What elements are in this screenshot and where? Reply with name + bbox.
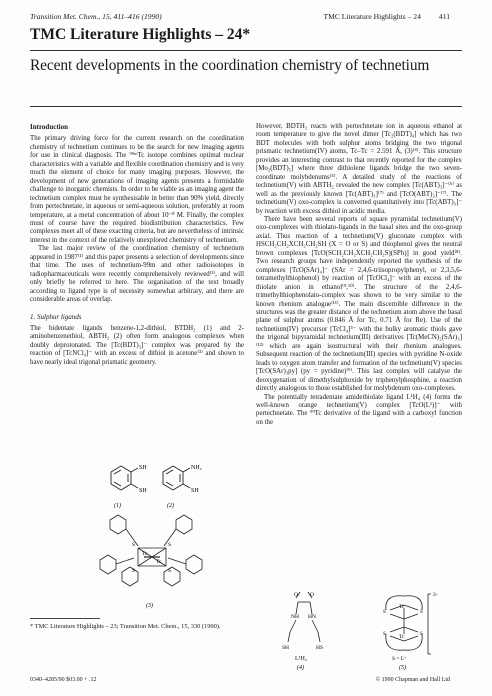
structure-2-sh: SH xyxy=(191,488,199,494)
footnote-text: * TMC Literature Highlights – 23; Transition Met. Chem., 15, 330 (1990). xyxy=(30,623,221,630)
structure-3-s3: S xyxy=(132,568,136,574)
section-1-paragraph-1: The bidentate ligands benzene-1,2-dithiol, BTDH₂ (1) and 2-aminobenzenethiol, ABTH₂ (2) often form analogous complexes when doubly deprotonated. The [Tc(BDT)₃]⁻ complex was prepared by the reaction of [TcNCl₄]⁻ with an excess of dithiol in acetone⁽³⁾ and shown to have nearly ideal trigonal prismatic geometry. xyxy=(30,324,244,366)
structure-4-o2: O xyxy=(310,592,314,598)
structure-3-tc2: Tc xyxy=(156,559,162,565)
structure-3-s1: S xyxy=(132,542,136,548)
structure-5-s4: S xyxy=(420,632,423,637)
structure-2-nh2: NH₂ xyxy=(191,465,202,471)
structure-1-label: (1) xyxy=(114,503,121,509)
structure-3 xyxy=(92,512,212,612)
structure-4-sh: SH xyxy=(282,645,290,651)
structure-3-s4: S xyxy=(168,568,172,574)
structure-5-s1: S xyxy=(383,610,386,615)
right-paragraph-1: However, BDTH₂ reacts with pertechnetate ion in aqueous ethanol at room temperature to give the novel dimer [Tc₂(BDT)₄] which has two BDT molecules with both sulphur atoms bridging the two trigonal prismatic technetium(IV) atoms, Tc–Tc = 2.591 Å, (3)⁽⁴⁾. This structure provides an interesting contrast to that recently reported for the complex [Mo₂(BDT)₅] where three dithiolene ligands bridge the two seven-coordinate molybdenums⁽⁵⁾. A detailed study of the reactions of technetium(V) with ABTH₂ revealed the new complex [Tc(ABT)₃]⁻⁽⁶⁾ as well as the previously known [Tc(ABT)₃]⁽⁷⁾ and [TcO(ABT)₂]⁻⁽⁷⁾. The technetium(V) oxo-complex is converted quantitatively into [Tc(ABT)₃]⁻ by reaction with excess dithiol in acidic media. xyxy=(256,123,462,215)
structure-5-tc1: Tc xyxy=(399,604,405,610)
subtitle-rule xyxy=(30,106,462,107)
structure-5-ligand-tag: S = L¹ xyxy=(392,656,406,662)
left-column xyxy=(30,123,244,367)
page-title: TMC Literature Highlights – 24* xyxy=(30,26,251,43)
structures-4-5 xyxy=(268,588,462,672)
structure-5 xyxy=(386,594,431,654)
structure-3-label: (3) xyxy=(146,603,153,609)
footnote xyxy=(30,618,244,631)
running-header xyxy=(323,12,450,21)
structure-1-sh-top: SH xyxy=(139,465,147,471)
title-rule xyxy=(30,50,462,51)
issn-code: 0340–4285/90 $03.00 + .12 xyxy=(30,677,97,683)
structure-3-tc1: Tc xyxy=(142,551,148,557)
structure-4-o1: O xyxy=(294,592,298,598)
structure-2-label: (2) xyxy=(167,503,174,509)
structure-3-s2: S xyxy=(168,542,172,548)
structure-1 xyxy=(111,466,138,490)
intro-paragraph-1: The primary driving force for the current research on the coordination chemistry of technetium continues to be the search for new imaging agents for use in clinical diagnosis. The ⁹⁹ᵐTc isotope combines optimal nuclear characteristics with a variable and flexible coordination chemistry and is very much the element of choice for many imaging purposes. However, the development of new generations of imaging agents presents a formidable challenge to inorganic chemists. In order to be viable as an imaging agent the technetium complex must be synthesisable in better than 90% yield, directly from pertechnetate, in aqueous or semi-aqueous solution, preferably at room temperature, at a metal concentration of about 10⁻⁸ M. Finally, the complex must of course have the required biodistribution characteristics. Few complexes meet all of these exacting criteria, but are nevertheless of intrinsic interest in the context of the relatively unexplored chemistry of technetium. xyxy=(30,135,244,244)
structure-2 xyxy=(163,466,190,490)
running-title: TMC Literature Highlights – 24 xyxy=(323,12,421,21)
footnote-rule xyxy=(30,618,100,619)
structure-4-hn: HN xyxy=(308,614,316,620)
structure-5-label: (5) xyxy=(399,665,406,671)
structure-4-nh: NH xyxy=(291,614,299,620)
intro-paragraph-2: The last major review of the coordination chemistry of technetium appeared in 1987⁽¹⁾ and this paper presents a selection of developments since that time. The uses of technetium-99m and other radioisotopes in radiopharmaceuticals were recently comprehensively reviewed⁽²⁾, and will only briefly be referred to here. The organisation of the text broadly according to ligand type is of necessity somewhat arbitrary, and there are considerable areas of overlap. xyxy=(30,245,244,304)
structure-4-name: L¹H₄ xyxy=(295,656,307,662)
intro-heading: Introduction xyxy=(30,123,68,131)
structures-1-2 xyxy=(95,452,205,512)
structure-4-hs: HS xyxy=(316,645,324,651)
structure-4-label: (4) xyxy=(297,665,304,671)
journal-citation: Transition Met. Chem., 15, 411–416 (1990) xyxy=(30,12,162,21)
article-subtitle: Recent developments in the coordination chemistry of technetium xyxy=(30,57,430,74)
structure-1-sh-bottom: SH xyxy=(139,488,147,494)
copyright: © 1990 Chapman and Hall Ltd xyxy=(375,677,450,683)
structure-5-tc2: Tc xyxy=(399,634,405,640)
right-paragraph-3: The potentially tetradentate amidethiolate ligand L¹H₄ (4) forms the well-known orange technetium(V) complex [TcO(L¹)]⁻ with pertechnetate. The ⁹⁹Tc derivative of the ligand with a carboxyl function on the xyxy=(256,393,462,426)
right-column xyxy=(256,123,462,427)
section-1-heading: 1. Sulphur ligands xyxy=(30,312,82,321)
structure-5-s2: S xyxy=(420,610,423,615)
structure-5-charge: 2- xyxy=(433,592,438,598)
structure-5-s3: S xyxy=(383,632,386,637)
right-paragraph-2: There have been several reports of square pyramidal technetium(V) oxo-complexes with thiolato-ligands in the basal sites and the oxo-group axial. Thus reaction of a technetium(V) gluconate complex with HSCH₂CH₂XCH₂CH₂SH (X = O or S) and thiophenol gives the neutral brown complexes [TcO(SCH₂CH₂XCH₂CH₂S)(SPh)] in good yield⁽⁸⁾. Two research groups have independently reported the synthesis of the complexes [TcO(SAr)₄]⁻ (SAr = 2,4,6-triisopropylphenyl, or 2,3,5,6-tetramethylthiophenol) by reaction of [TcOCl₄]⁻ with an excess of the thiolate anion in ethanol⁽⁹,¹⁰⁾. The structure of the 2,4,6-trimethylthiophenolato-complex was shown to be very similar to the known rhenium analogue⁽¹¹⁾. The main discernible difference in the structures was the greater distance of the technetium atom above the basal plane of sulphur atoms (0.846 Å for Tc, 0.71 Å for Re). Use of the technetium(IV) precursor [TcCl₄]³⁻ with the bulky aromatic thiols gave the trigonal bipyramidal technetium(III) derivatives [Tc(MeCN)₂(SAr)₃]⁽¹²⁾ which are again isostructural with their rhenium analogues. Subsequent reaction of the technetium(III) species with pyridine N-oxide leads to oxygen atom transfer and formation of the technetium(V) species [TcO(SAr)₃py] (py = pyridine)⁽⁹⁾. This last complex will catalyse the deoxygenation of dimethylsulphoxide by triphenylphosphine, a reaction directly analogous to those established for molybdenum oxo-complexes. xyxy=(256,215,462,393)
page-number: 411 xyxy=(438,12,450,21)
